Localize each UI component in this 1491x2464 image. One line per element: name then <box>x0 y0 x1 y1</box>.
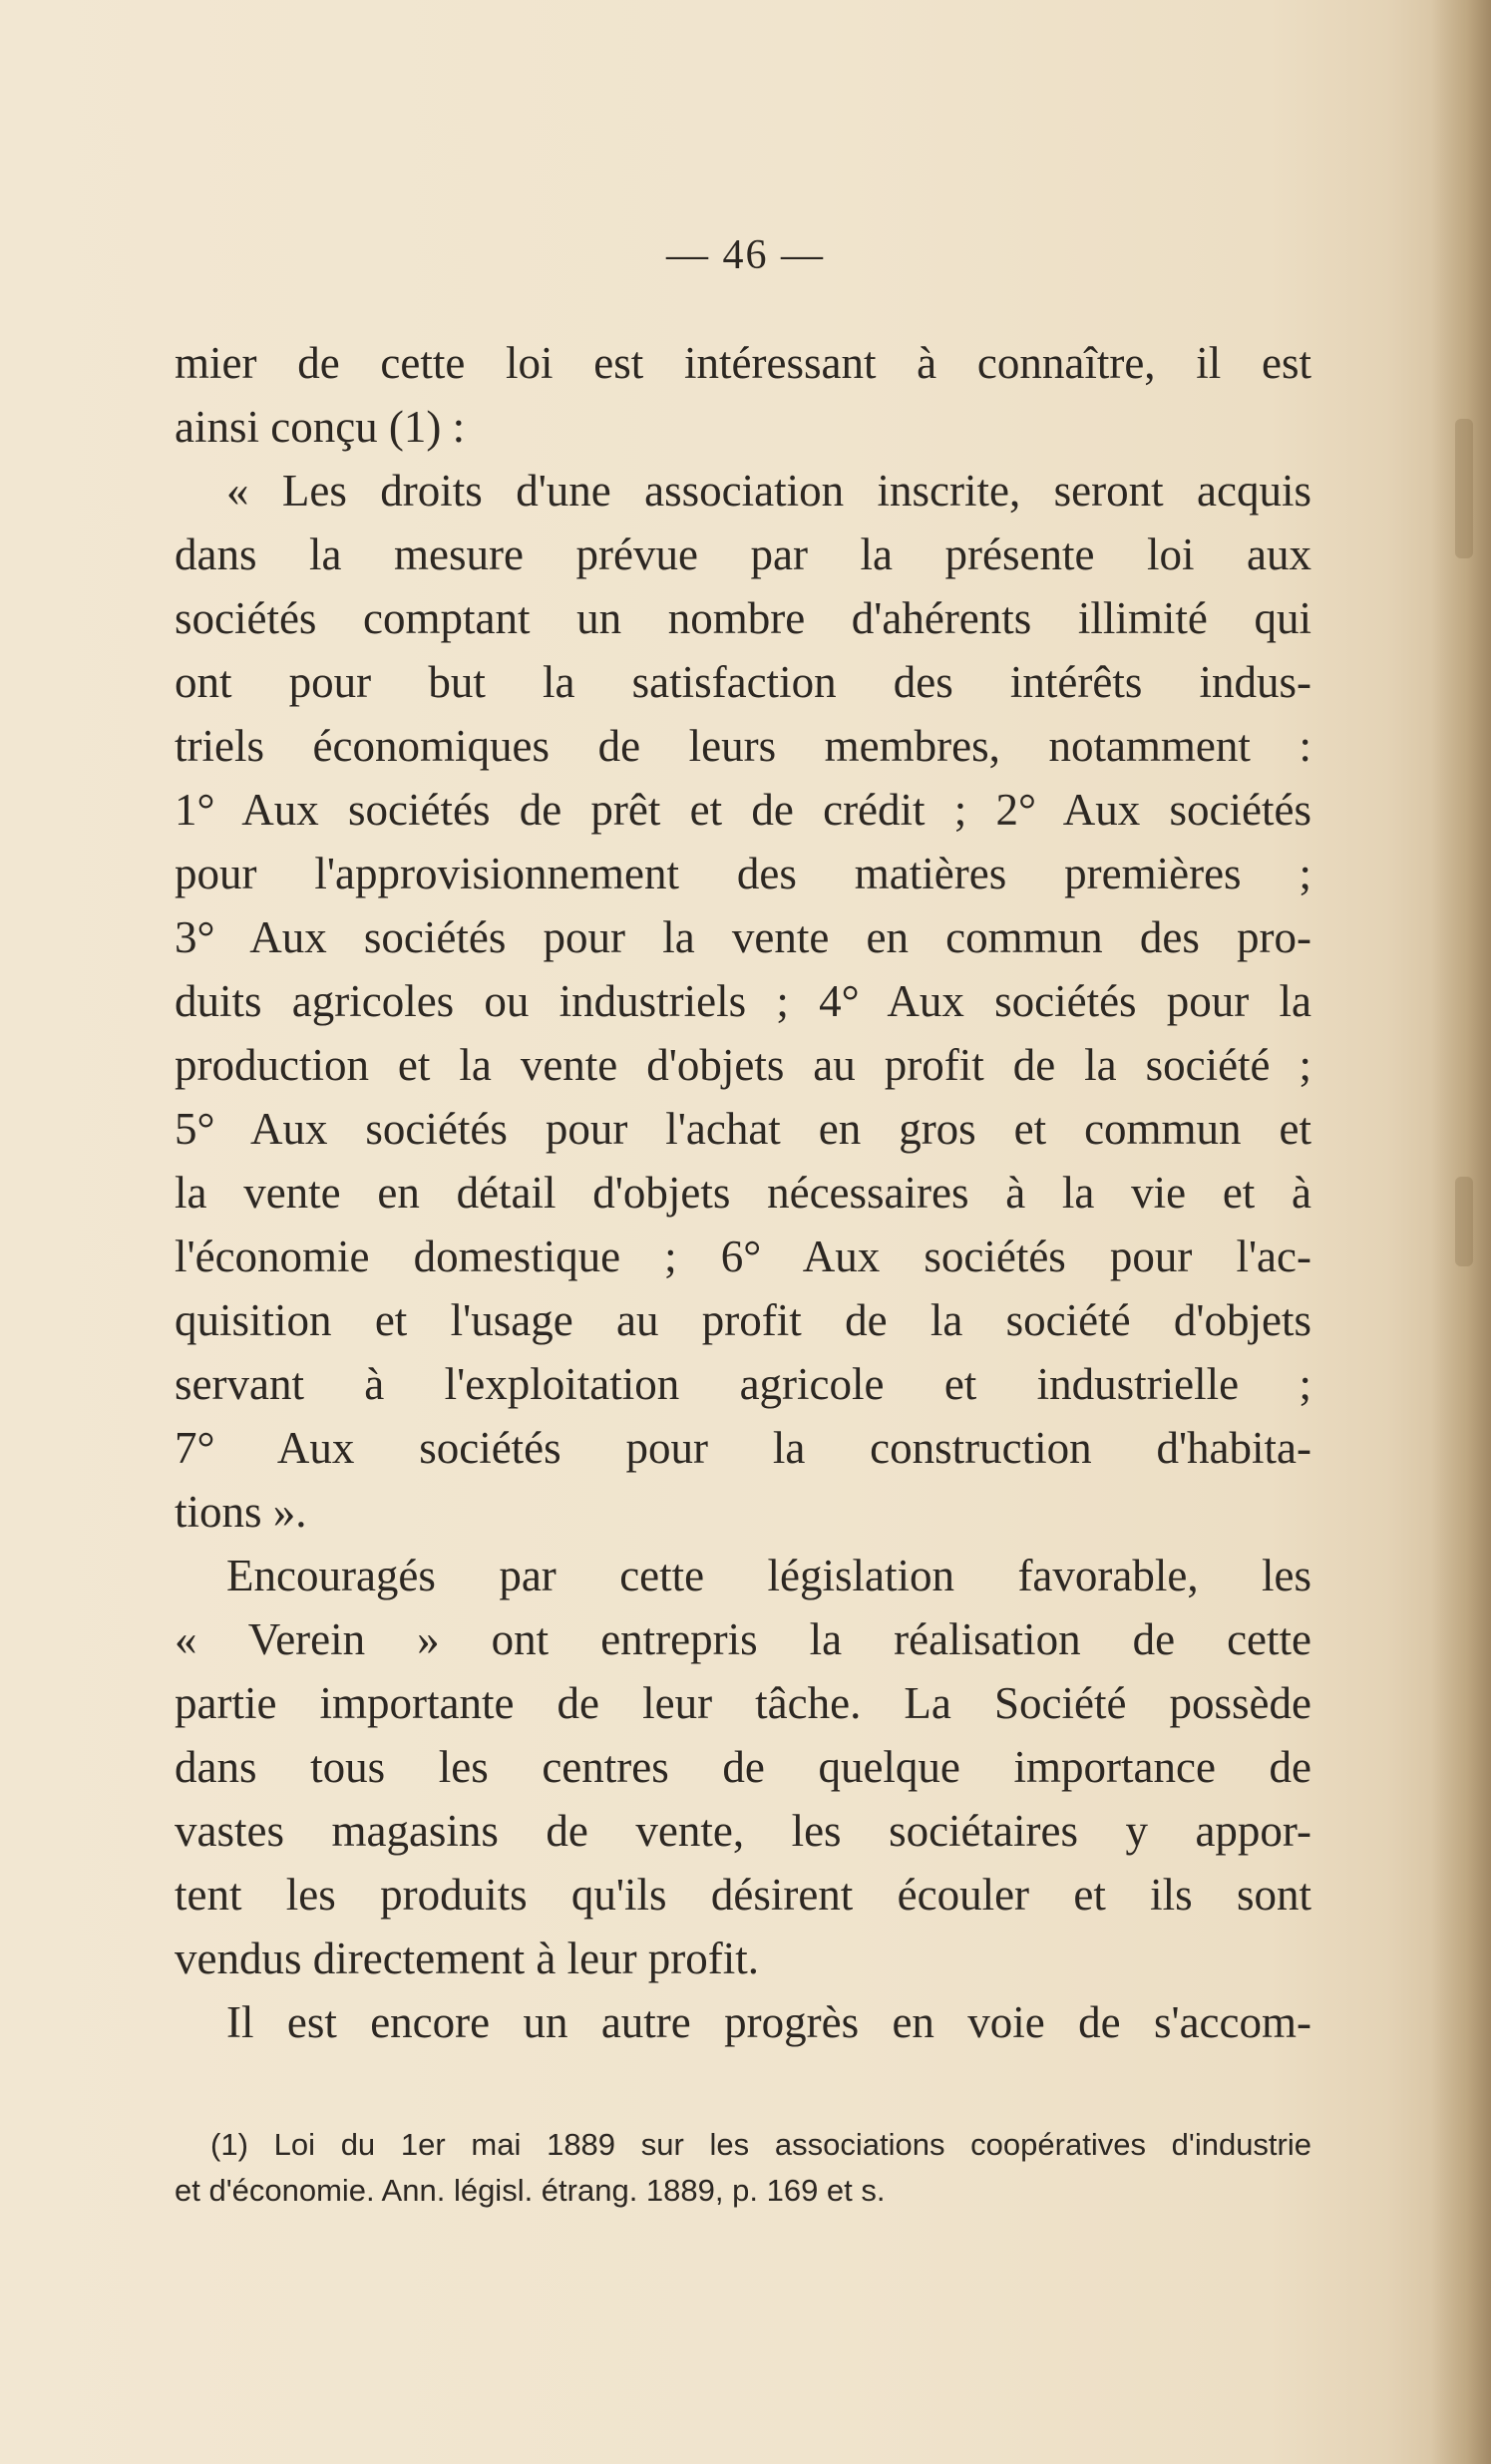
text-line: « Verein » ont entrepris la réalisation de cette <box>175 1614 1311 1664</box>
text-line: 1° Aux sociétés de prêt et de crédit ; 2° Aux sociétés <box>175 785 1311 835</box>
paper-stain <box>1455 419 1473 558</box>
text-line: tions ». <box>175 1487 307 1537</box>
body-text <box>175 331 1311 2054</box>
text-line: 3° Aux sociétés pour la vente en commun des pro- <box>175 912 1311 962</box>
text-line: pour l'approvisionnement des matières premières ; <box>175 849 1311 898</box>
text-line: tent les produits qu'ils désirent écouler et ils sont <box>175 1870 1311 1920</box>
text-line: duits agricoles ou industriels ; 4° Aux sociétés pour la <box>175 976 1311 1026</box>
footnote-line: et d'économie. Ann. législ. étrang. 1889, p. 169 et s. <box>175 2173 886 2208</box>
footnote-line: (1) Loi du 1er mai 1889 sur les associations coopératives d'industrie <box>210 2127 1311 2162</box>
text-line: partie importante de leur tâche. La Société possède <box>175 1678 1311 1728</box>
text-line: vastes magasins de vente, les sociétaires y appor- <box>175 1806 1311 1856</box>
text-line: la vente en détail d'objets nécessaires à la vie et à <box>175 1168 1311 1218</box>
text-line: Encouragés par cette législation favorable, les <box>226 1551 1311 1600</box>
page-number: — 46 — <box>666 232 825 278</box>
paper-stain <box>1455 1177 1473 1266</box>
text-line: servant à l'exploitation agricole et industrielle ; <box>175 1359 1311 1409</box>
text-line: Il est encore un autre progrès en voie de s'accom- <box>226 1997 1311 2047</box>
text-line: vendus directement à leur profit. <box>175 1934 760 1983</box>
text-line: triels économiques de leurs membres, notamment : <box>175 721 1311 771</box>
text-line: mier de cette loi est intéressant à connaître, il est <box>175 338 1311 388</box>
text-line: l'économie domestique ; 6° Aux sociétés pour l'ac- <box>175 1232 1311 1281</box>
text-line: 7° Aux sociétés pour la construction d'habita- <box>175 1423 1311 1473</box>
text-line: ont pour but la satisfaction des intérêts indus- <box>175 657 1311 707</box>
text-line: ainsi conçu (1) : <box>175 402 466 452</box>
text-line: 5° Aux sociétés pour l'achat en gros et commun et <box>175 1104 1311 1154</box>
text-line: sociétés comptant un nombre d'ahérents illimité qui <box>175 593 1311 643</box>
text-line: production et la vente d'objets au profit de la société ; <box>175 1040 1311 1090</box>
text-line: dans la mesure prévue par la présente loi aux <box>175 529 1311 579</box>
text-line: « Les droits d'une association inscrite, seront acquis <box>226 466 1311 516</box>
text-line: quisition et l'usage au profit de la société d'objets <box>175 1295 1311 1345</box>
footnotes <box>175 2122 1311 2214</box>
text-line: dans tous les centres de quelque importance de <box>175 1742 1311 1792</box>
